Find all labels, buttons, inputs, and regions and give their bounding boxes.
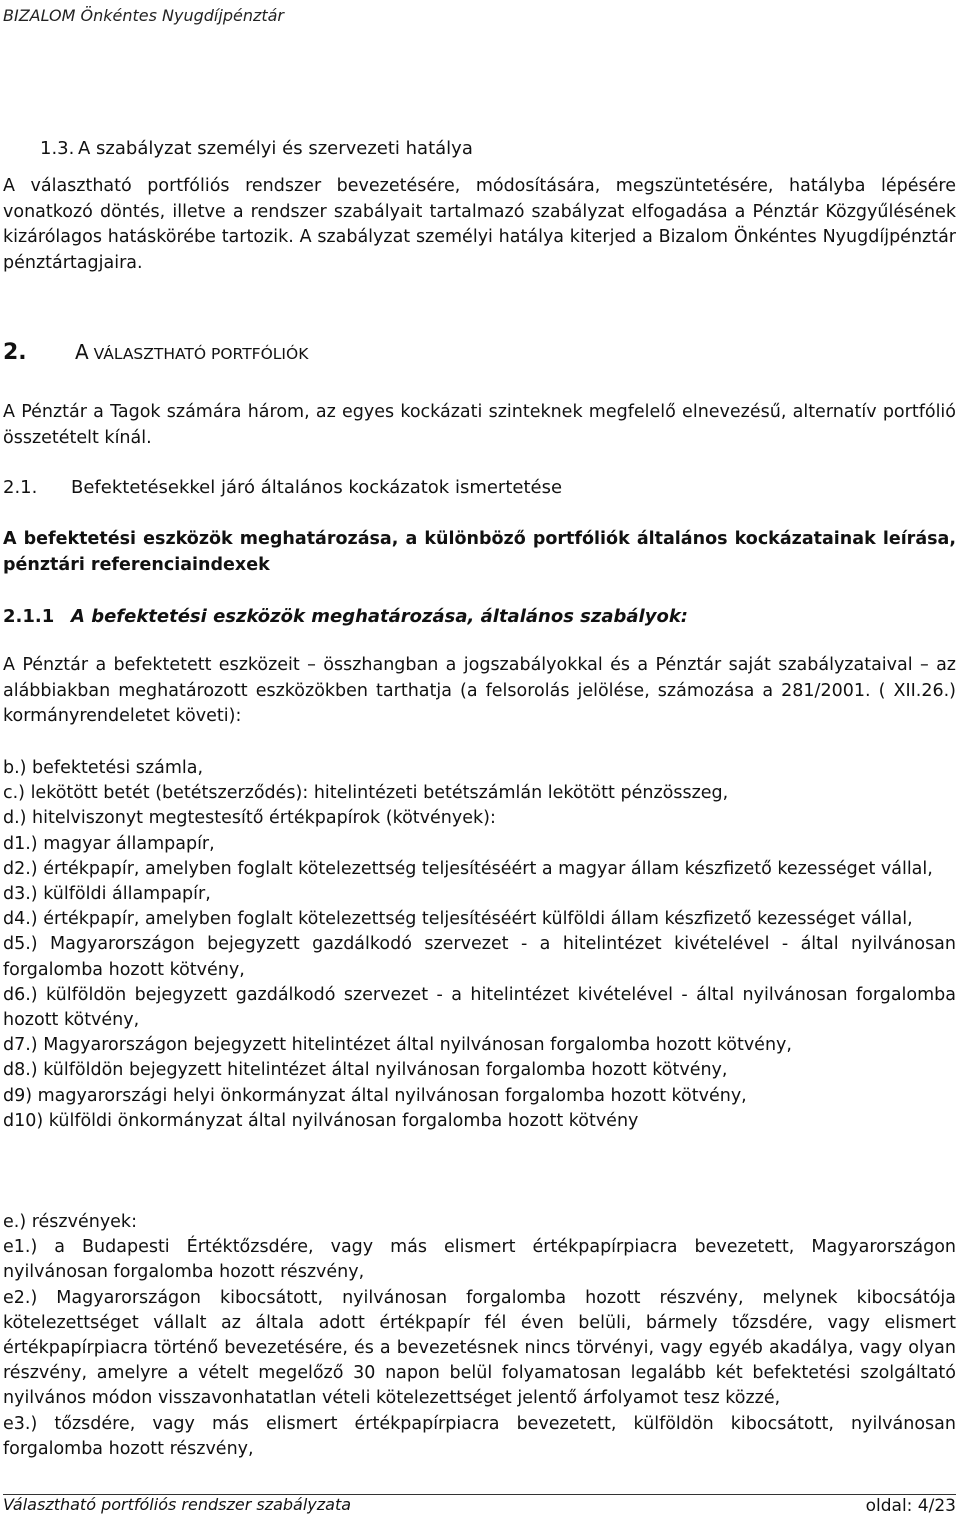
section-number: 2.1.1 [3, 606, 55, 627]
section-number: 2.1. [3, 477, 38, 498]
section-2-heading [3, 340, 308, 365]
section-2-1-1-heading [3, 606, 688, 627]
section-title: VÁLASZTHATÓ PORTFÓLIÓK [93, 345, 309, 363]
asset-list-debt [3, 756, 956, 1134]
list-item: d2.) értékpapír, amelyben foglalt kötelezettség teljesítéséért a magyar állam készfizető kezességet vállal, [3, 858, 933, 879]
list-item: d5.) Magyarországon bejegyzett gazdálkodó szervezet - a hitelintézet kivételével - által nyilvánosan forgalomba hozott kötvény, [3, 934, 956, 980]
list-item: d.) hitelviszonyt megtestesítő értékpapírok (kötvények): [3, 808, 496, 829]
list-item: e2.) Magyarországon kibocsátott, nyilvánosan forgalomba hozott részvény, melynek kibocsátója kötelezettséget vállalt az általa adott értékpapír fél éven belüli, bármely tőzsdére, vagy elismert értékpapírpiacra történő bevezetésére, és a bevezetésnek nincs törvényi, vagy egyéb akadálya, vagy olyan részvény, amelyre a vételt megelőző 30 napon belül folyamatosan legalább két befektetési szolgáltató nyilvános módon visszavonhatatlan vételi kötelezettséget jelentő árfolyamot tesz közzé, [3, 1287, 956, 1409]
list-item: e1.) a Budapesti Értéktőzsdére, vagy más elismert értékpapírpiacra bevezetett, Magyarországon nyilvánosan forgalomba hozott részvény, [3, 1237, 956, 1283]
asset-list-shares [3, 1210, 956, 1462]
section-1-3-heading [40, 138, 473, 159]
list-item: c.) lekötött betét (betétszerződés): hitelintézeti betétszámlán lekötött pénzösszeg, [3, 783, 729, 804]
page-number: oldal: 4/23 [865, 1496, 956, 1516]
section-1-3-body: A választható portfóliós rendszer bevezetésére, módosítására, megszüntetésére, hatályba lépésére vonatkozó döntés, illetve a rendszer szabályait tartalmazó szabályzat elfogadása a Pénztár Közgyűlésének kizárólagos hatáskörébe tartozik. A szabályzat személyi hatálya kiterjed a Bizalom Önkéntes Nyugdíjpénztár pénztártagjaira. [3, 176, 956, 273]
list-item: d10) külföldi önkormányzat által nyilvánosan forgalomba hozott kötvény [3, 1110, 639, 1131]
list-item: d6.) külföldön bejegyzett gazdálkodó szervezet - a hitelintézet kivételével - által nyilvánosan forgalomba hozott kötvény, [3, 984, 956, 1031]
section-2-body: A Pénztár a Tagok számára három, az egyes kockázati szinteknek megfelelő elnevezésű, alternatív portfólió összetételt kínál. [3, 402, 956, 448]
list-item: d3.) külföldi állampapír, [3, 884, 211, 905]
list-item: d1.) magyar állampapír, [3, 833, 215, 854]
section-title: Befektetésekkel járó általános kockázatok ismertetése [71, 477, 563, 498]
list-item: e3.) tőzsdére, vagy más elismert értékpapírpiacra bevezetett, külföldön kibocsátott, nyilvánosan forgalomba hozott részvény, [3, 1413, 956, 1459]
section-title-first: A [75, 340, 89, 364]
section-title: A szabályzat személyi és szervezeti hatálya [78, 138, 473, 159]
list-item: e.) részvények: [3, 1212, 137, 1232]
footer-doc-title: Választható portfóliós rendszer szabályzata [3, 1495, 352, 1514]
section-2-1-heading [3, 477, 562, 498]
list-item: d4.) értékpapír, amelyben foglalt kötelezettség teljesítéséért külföldi állam készfizető kezességet vállal, [3, 909, 913, 930]
section-number: 2. [3, 340, 27, 365]
section-2-1-subtitle: A befektetési eszközök meghatározása, a különböző portfóliók általános kockázatainak leírása, pénztári referenciaindexek [3, 529, 956, 575]
section-2-1-1-intro: A Pénztár a befektetett eszközeit – összhangban a jogszabályokkal és a Pénztár saját szabályzataival – az alábbiakban meghatározott eszközökben tarthatja (a felsorolás jelölése, számozása a 281/2001. ( XII.26.) kormányrendeletet követi): [3, 655, 956, 726]
list-item: d8.) külföldön bejegyzett hitelintézet által nyilvánosan forgalomba hozott kötvény, [3, 1060, 728, 1081]
running-header: BIZALOM Önkéntes Nyugdíjpénztár [3, 6, 285, 25]
section-title: A befektetési eszközök meghatározása, általános szabályok: [71, 606, 688, 627]
section-number: 1.3. [40, 138, 75, 159]
list-item: b.) befektetési számla, [3, 758, 204, 778]
list-item: d7.) Magyarországon bejegyzett hitelintézet által nyilvánosan forgalomba hozott kötvény, [3, 1035, 792, 1056]
list-item: d9) magyarországi helyi önkormányzat által nyilvánosan forgalomba hozott kötvény, [3, 1085, 747, 1106]
